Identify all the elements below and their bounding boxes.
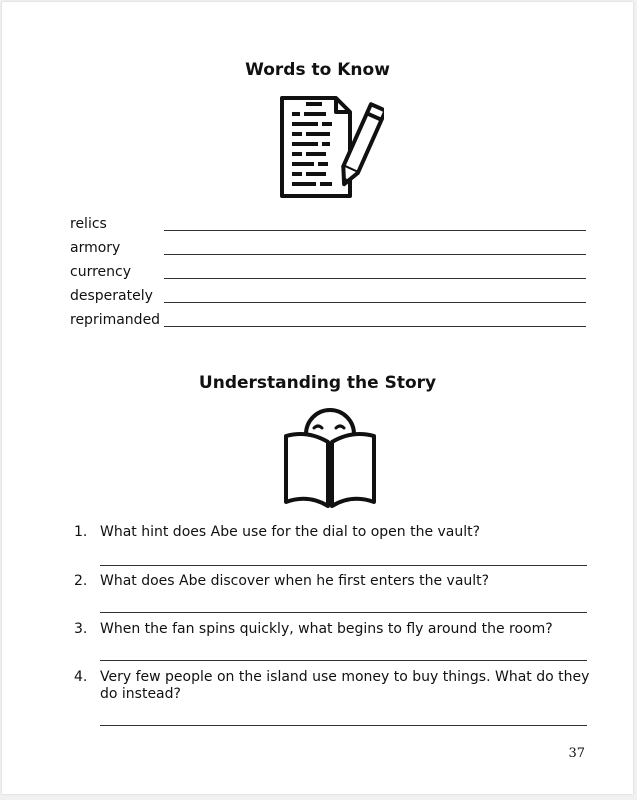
question-item <box>70 524 590 570</box>
vocab-row <box>70 310 590 334</box>
question-item <box>70 669 590 726</box>
question-text: What does Abe discover when he first enters the vault? <box>100 573 490 589</box>
answer-line[interactable] <box>100 638 587 661</box>
question-text: What hint does Abe use for the dial to open the vault? <box>100 524 481 540</box>
question-item <box>70 621 590 669</box>
vocab-word: currency <box>70 264 131 280</box>
question-number: 3. <box>74 621 88 637</box>
answer-line[interactable] <box>100 541 587 566</box>
answer-line[interactable] <box>164 278 586 279</box>
question-list <box>70 524 590 726</box>
vocab-row <box>70 262 590 286</box>
question-number: 1. <box>74 524 88 540</box>
document-pencil-icon <box>274 92 384 202</box>
question-number: 4. <box>74 669 88 685</box>
vocab-word: desperately <box>70 288 153 304</box>
question-item <box>70 573 590 621</box>
answer-line[interactable] <box>100 703 587 726</box>
question-text: Very few people on the island use money to buy things. What do they do instead? <box>100 669 590 702</box>
words-to-know-heading: Words to Know <box>245 60 390 80</box>
answer-line[interactable] <box>164 254 586 255</box>
understanding-story-heading: Understanding the Story <box>198 373 437 393</box>
vocab-row <box>70 286 590 310</box>
worksheet-page <box>2 2 633 794</box>
answer-line[interactable] <box>164 326 586 327</box>
vocab-row <box>70 238 590 262</box>
answer-line[interactable] <box>100 590 587 613</box>
page-number: 37 <box>568 746 585 761</box>
vocab-word: relics <box>70 216 107 232</box>
question-text: When the fan spins quickly, what begins to fly around the room? <box>100 621 553 637</box>
question-number: 2. <box>74 573 88 589</box>
person-reading-book-icon <box>278 406 382 510</box>
vocab-word: armory <box>70 240 121 256</box>
vocab-word: reprimanded <box>70 312 161 328</box>
vocabulary-list <box>70 214 590 334</box>
answer-line[interactable] <box>164 302 586 303</box>
vocab-row <box>70 214 590 238</box>
answer-line[interactable] <box>164 230 586 231</box>
